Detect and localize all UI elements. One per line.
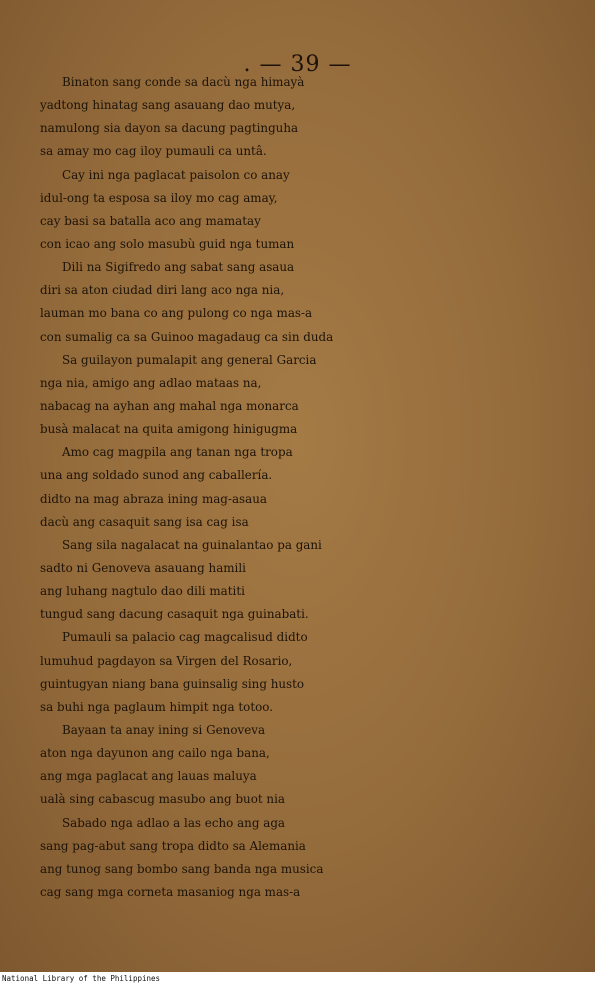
text-line: lumuhud pagdayon sa Virgen del Rosario, <box>40 653 293 668</box>
text-line: Amo cag magpila ang tanan nga tropa <box>62 445 293 460</box>
poem-text <box>0 71 595 904</box>
text-line: Cay ini nga paglacat paisolon co anay <box>62 167 290 182</box>
text-line: ang tunog sang bombo sang banda nga musica <box>40 861 324 876</box>
text-line: Sang sila nagalacat na guinalantao pa gani <box>62 537 322 552</box>
text-line: cag sang mga corneta masaniog nga mas-a <box>40 884 301 899</box>
text-line: dacù ang casaquit sang isa cag isa <box>40 514 249 529</box>
text-line: Pumauli sa palacio cag magcalisud didto <box>62 630 308 645</box>
text-line: nabacag na ayhan ang mahal nga monarca <box>40 398 299 413</box>
text-line: idul-ong ta esposa sa iloy mo cag amay, <box>40 190 278 205</box>
text-line: lauman mo bana co ang pulong co nga mas-a <box>40 306 313 321</box>
library-credit: National Library of the Philippines <box>2 974 161 983</box>
text-line: sang pag-abut sang tropa didto sa Alemania <box>40 838 306 853</box>
text-line: namulong sia dayon sa dacung pagtinguha <box>40 121 299 136</box>
text-line: ang mga paglacat ang lauas maluya <box>40 769 257 784</box>
text-line: ang luhang nagtulo dao dili matiti <box>40 584 245 599</box>
text-line: aton nga dayunon ang cailo nga bana, <box>40 746 270 761</box>
text-line: cay basi sa batalla aco ang mamatay <box>40 213 261 228</box>
text-line: Sa guilayon pumalapit ang general Garcia <box>62 352 317 367</box>
text-line: sadto ni Genoveva asauang hamili <box>40 560 246 575</box>
text-line: yadtong hinatag sang asauang dao mutya, <box>40 98 296 113</box>
text-line: sa buhi nga paglaum himpit nga totoo. <box>40 699 273 714</box>
text-line: con icao ang solo masubù guid nga tuman <box>40 236 295 251</box>
text-line: Dili na Sigifredo ang sabat sang asaua <box>62 260 295 275</box>
text-line: Bayaan ta anay ining si Genoveva <box>62 722 266 737</box>
text-line: diri sa aton ciudad diri lang aco nga nia, <box>40 283 285 298</box>
text-line: busà malacat na quita amigong hinigugma <box>40 422 298 437</box>
text-line: una ang soldado sunod ang caballería. <box>40 468 273 483</box>
text-line: Binaton sang conde sa dacù nga himayà <box>62 75 305 89</box>
page-number: . — 39 — <box>243 52 352 77</box>
text-line: nga nia, amigo ang adlao mataas na, <box>40 375 262 390</box>
text-line: didto na mag abraza ining mag-asaua <box>40 491 267 506</box>
text-line: Sabado nga adlao a las echo ang aga <box>62 815 286 830</box>
text-line: guintugyan niang bana guinsalig sing husto <box>40 676 305 691</box>
text-line: tungud sang dacung casaquit nga guinabati. <box>40 607 309 622</box>
text-line: sa amay mo cag iloy pumauli ca untâ. <box>40 144 267 159</box>
text-line: ualà sing cabascug masubo ang buot nia <box>40 792 285 807</box>
text-line: con sumalig ca sa Guinoo magadaug ca sin duda <box>40 329 334 344</box>
